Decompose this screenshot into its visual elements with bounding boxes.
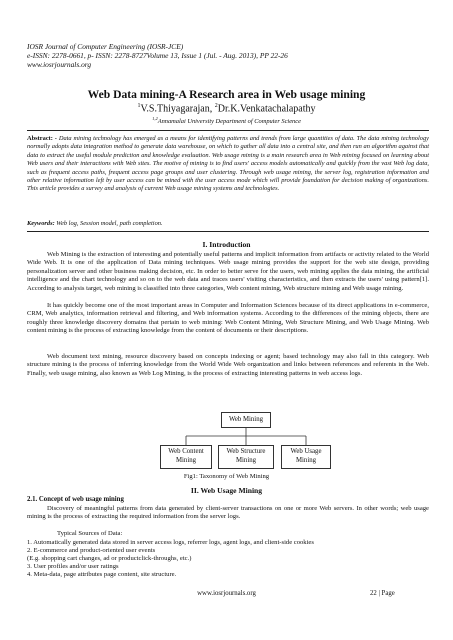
journal-name: IOSR Journal of Computer Engineering (IOSR-JCE) [27, 42, 184, 51]
author1: V.S.Thiyagarajan, [140, 103, 215, 115]
web-content-line1: Web Content [168, 448, 204, 456]
subsection-heading-concept: 2.1. Concept of web usage mining [27, 496, 124, 503]
web-usage-line1: Web Usage [290, 448, 322, 456]
web-structure-line2: Mining [235, 457, 256, 464]
abstract-label: Abstract: - [27, 135, 57, 142]
web-usage-line2: Mining [295, 457, 316, 464]
web-structure-mining-node [218, 445, 274, 469]
source-item-4: 4. Meta-data, page attributes page content, site structure. [27, 571, 177, 578]
issn-line: e-ISSN: 2278-0661, p- ISSN: 2278-8727Volume 13, Issue 1 (Jul. - Aug. 2013), PP 22-26 [27, 51, 288, 60]
web-usage-mining-node [281, 445, 331, 469]
source-item-2: 2. E-commerce and product-oriented user events [27, 547, 156, 554]
keywords-label: Keywords: [27, 220, 55, 227]
web-content-line2: Mining [175, 457, 196, 464]
source-item-2-example: (E.g. shopping cart changes, ad or productclick-throughs, etc.) [27, 555, 192, 562]
web-mining-node [221, 412, 271, 428]
intro-paragraph-2: It has quickly become one of the most important areas in Computer and Information Sciences because of its direct applications in e-commerce, CRM, Web analytics, information retrieval and filtering, and Web information systems. According to the differences of the mining objects, there are roughly three knowledge discovery domains that pertain to web mining: Web Content Mining, Web Structure Mining, and Web Usage Mining. Web content mining is the process of extracting knowledge from the content of documents or their descriptions. [27, 302, 429, 335]
keywords-text: Web log, Session model, path completion. [54, 220, 163, 227]
paper-title: Web Data mining-A Research area in Web usage mining [87, 88, 366, 101]
footer-page-number: 22 | Page [370, 590, 395, 597]
section-heading-web-usage-mining: II. Web Usage Mining [190, 486, 263, 495]
section-heading-introduction: I. Introduction [202, 240, 251, 249]
web-structure-line1: Web Structure [226, 448, 266, 456]
figure-caption: Fig1: Taxonomy of Web Mining [183, 473, 270, 480]
web-mining-label: Web Mining [228, 415, 263, 423]
footer-url: www.iosrjournals.org [197, 590, 256, 597]
affiliation-text: Annamalai University Department of Computer Science [157, 118, 301, 126]
author2-mark: 2 [214, 103, 218, 109]
source-item-1: 1. Automatically generated data stored in server access logs, referrer logs, agent logs, and client-side cookies [27, 539, 314, 546]
abstract-text: Data mining technology has emerged as a means for identifying patterns and trends from large quantities of data. The data mining technology normally adopts data integration method to generate data warehouse, on which to gather all data into a central site, and then run an algorithm against that data to extract the useful module prediction and knowledge evaluation. Web usage mining is a main research area in Web mining focused on learning about Web users and their interactions with Web sites. The motive of mining is to find users' access models automatically and quickly from the vast Web log data, such as frequent access paths, frequent access page groups and user clustering. Through web usage mining, the server log, registration information and other relative information left by user access can be mined with the user access mode which will provide foundation for decision making of organizations. This article provides a survey and analysis of current Web usage mining systems and technologies. [27, 135, 429, 193]
sources-title: Typical Sources of Data: [57, 530, 123, 537]
journal-site: www.iosrjournals.org [27, 60, 92, 69]
source-item-3: 3. User profiles and/or user ratings [27, 563, 119, 570]
author2: Dr.K.Venkatachalapathy [217, 103, 316, 115]
concept-paragraph: Discovery of meaningful patterns from data generated by client-server transactions on one or more Web servers. In other words; web usage mining is the process of extracting the required information from the server logs. [27, 505, 429, 521]
author1-mark: 1 [137, 103, 141, 109]
intro-paragraph-1: Web Mining is the extraction of interesting and potentially useful patterns and implicit information from artifacts or activity related to the World Wide Web. It is one of the application of Data mining techniques. Web usage mining provides the support for the web site design, providing personalization server and other business making decision, etc. In order to better serve for the users, web mining applies the data mining, the artificial intelligence and the chart technology and so on to the web data and traces users' visiting characteristics, and then extracts the users' using pattern[1]. According to analysis target, web mining is classified into three categories, Web content mining, Web structure mining and Web usage mining. [27, 251, 429, 292]
intro-paragraph-3: Web document text mining, resource discovery based on concepts indexing or agent; based technology may also fall in this category. Web structure mining is the process of inferring knowledge from the World Wide Web organization and links between references and referents in the Web. Finally, web usage mining, also known as Web Log Mining, is the process of extracting interesting patterns in web access logs. [27, 353, 429, 377]
web-content-mining-node [160, 445, 212, 469]
affiliation-mark: 1,2 [152, 116, 158, 121]
